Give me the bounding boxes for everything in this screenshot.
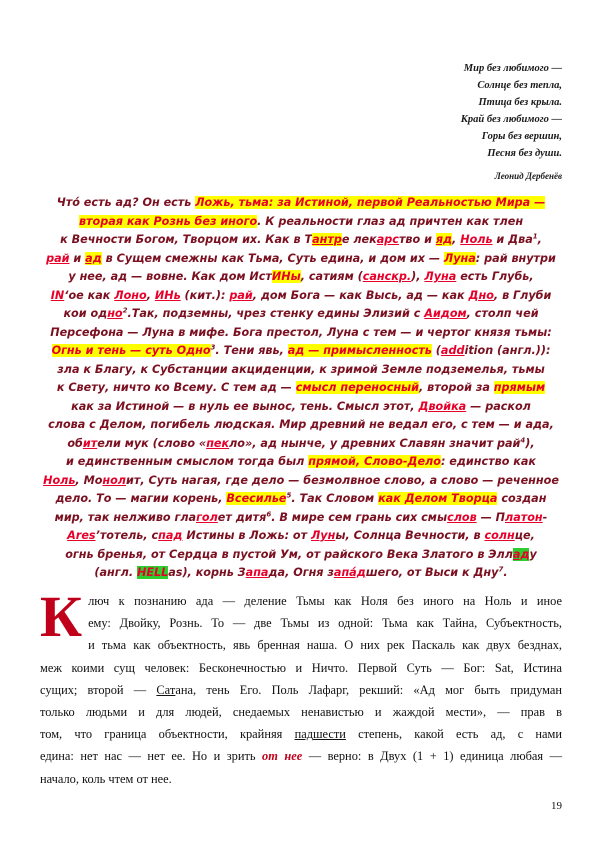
verse-line: зла к Благу, к Субстанции акциденции, к зримой Земле подземелья, тьмы — [57, 362, 545, 376]
drop-cap: К — [40, 584, 83, 649]
epigraph-line: Мир без любимого — — [463, 63, 562, 74]
verse-line: рай и ад в Сущем смежны как Тьма, Суть едина, и дом их — Луна: рай внутри — [46, 251, 556, 265]
body-paragraph — [40, 584, 562, 790]
verse-line: Огнь и тень — суть Одно$^3$. Тени явь, ад — примысленность (addition (англ.)): — [51, 343, 551, 357]
verse-line: INʻое как Лоно, ИНь (кит.): рай, дом Бога — как Высь, ад — как Дно, в Глуби — [50, 288, 552, 302]
verse-line: к Свету, ничто ко Всему. С тем ад — смысл переносный, второй за прямым — [56, 381, 546, 394]
epigraph-line: Песня без души. — [487, 148, 562, 159]
verse-line: мир, так нелживо глаголет дитя$^6$. В мире сем грань сих смыслов — Платон- — [54, 509, 548, 524]
verse-line: Ноль, Монолит, Суть нагая, где дело — безмолвное слово, а слово — реченное — [43, 473, 559, 487]
body-line: ему: Двойку, Рознь. То — две Тьмы из одной: Тьма как Тайна, Субъектность, — [88, 616, 562, 631]
verse-line: вторая как Рознь без иного. К реальности глаз ад причтен как тлен — [78, 214, 524, 228]
verse-line: слова с Делом, погибель людская. Мир древний не ведал его, с тем — и ада, — [48, 418, 554, 431]
body-line: едина: нет нас — нет ее. Но и зрить от нее — верно: в Двух (1 + 1) единица любая — — [40, 749, 562, 764]
body-line: только людьми и для людей, снедаемых ненавистью и жаждой мести», — прав в — [40, 705, 562, 720]
verse-line: дело. То — магии корень, Всесилье$^5$. Так Словом как Делом Творца создан — [55, 491, 547, 505]
body-line: и тьма как объектность, явь бренная наша. О них рек Паскаль как двух безднах, — [88, 638, 562, 653]
verse-line: обители мук (слово «пекло», ад нынче, у древних Славян значит рай$^4$), — [67, 435, 535, 450]
epigraph — [242, 60, 562, 185]
body-line: люч к познанию ада — деление Тьмы как Ноля без иного на Ноль и иное — [88, 594, 562, 608]
verse-line: к Вечности Богом, Творцом их. Как в Тантре лекарство и яд, Ноль и Два$^1$, — [60, 232, 542, 246]
verse-line: Что́ есть ад? Он есть Ложь, тьма: за Истиной, первой Реальностью Мира — — [56, 196, 546, 209]
body-line: начало, коль чтем от нее. — [40, 771, 172, 786]
verse-line: кои одно$^2$.Так, подземны, чрез стенку едины Элизий с Аидом, столп чей — [63, 306, 539, 320]
epigraph-author: Леонид Дербенёв — [494, 171, 562, 181]
verse-line: огнь бренья, от Сердца в пустой Ум, от райского Века Златого в Элладу — [65, 547, 537, 561]
page-number: 19 — [551, 800, 562, 812]
epigraph-line: Птица без крыла. — [478, 97, 562, 108]
epigraph-line: Горы без вершин, — [481, 131, 562, 142]
body-line: меж коими сущ человек: Бесконечностью и Ничто. Первой Суть — Бог: Sat, Истина — [40, 660, 562, 675]
verse-line: Персефона — Луна в мифе. Бога престол, Луна с тем — и чертог князя тьмы: — [50, 325, 552, 339]
verse-line: (англ. HELLas), корнь Запада, Огня запа́дшего, от Выси к Дну$^7$. — [94, 565, 508, 579]
body-line: сущих; второй — Сатана, тень Его. Поль Лафарг, рекший: «Ад мог быть придуман — [40, 682, 562, 697]
verse-line: Aresʼтотель, спад Истины в Ложь: от Луны, Солнца Вечности, в солнце, — [67, 529, 535, 542]
epigraph-line: Солнце без тепла, — [477, 80, 562, 91]
verse-line: у нее, ад — вовне. Как дом ИстИНы, сатиям (санскр.), Луна есть Глубь, — [68, 270, 534, 283]
verse-line: и единственным смыслом тогда был прямой, Слово-Дело: единство как — [65, 455, 537, 468]
epigraph-line: Край без любимого — — [460, 114, 562, 125]
body-line: том, что граница объектности, крайняя падшести степень, какой есть ад, с нами — [40, 727, 562, 742]
verse-line: как за Истиной — в нуль ее вынос, тень. Смысл этот, Двойка — раскол — [71, 399, 531, 413]
red-verse-paragraph — [40, 194, 562, 583]
